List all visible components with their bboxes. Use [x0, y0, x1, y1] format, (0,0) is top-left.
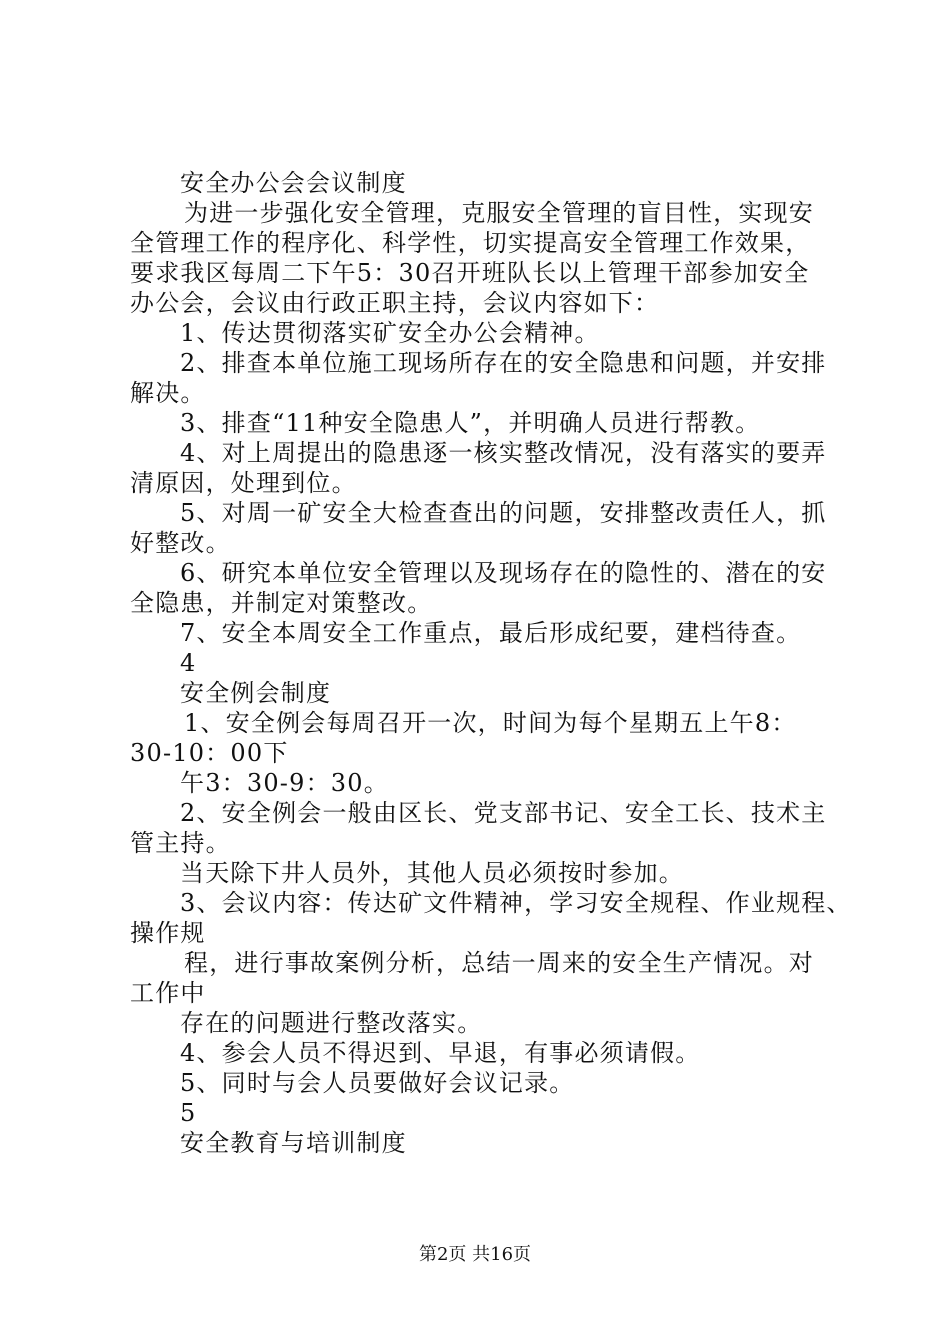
text-line: 午3：30-9：30。: [180, 769, 389, 797]
text-line: 3、会议内容：传达矿文件精神，学习安全规程、作业规程、: [180, 889, 852, 917]
text-line: 安全办公会会议制度: [180, 169, 407, 197]
text-line: 清原因，处理到位。: [130, 469, 357, 497]
text-line: 安全例会制度: [180, 679, 332, 707]
text-line: 办公会，会议由行政正职主持，会议内容如下：: [130, 289, 660, 317]
text-line: 2、排查本单位施工现场所存在的安全隐患和问题，并安排: [180, 349, 827, 377]
text-line: 存在的问题进行整改落实。: [180, 1009, 483, 1037]
text-line: 1、传达贯彻落实矿安全办公会精神。: [180, 319, 600, 347]
text-line: 程，进行事故案例分析，总结一周来的安全生产情况。对: [184, 949, 814, 977]
text-line: 好整改。: [130, 529, 231, 557]
text-line: 4、参会人员不得迟到、早退，有事必须请假。: [180, 1039, 701, 1067]
text-line: 管主持。: [130, 829, 231, 857]
text-line: 解决。: [130, 379, 206, 407]
text-line: 要求我区每周二下午5：30召开班队长以上管理干部参加安全: [130, 259, 810, 287]
text-line: 工作中: [130, 979, 206, 1007]
text-line: 全管理工作的程序化、科学性，切实提高安全管理工作效果，: [130, 229, 811, 257]
text-line: 6、研究本单位安全管理以及现场存在的隐性的、潜在的安: [180, 559, 827, 587]
page-footer: 第2页 共16页: [418, 1244, 532, 1265]
document-body: [130, 168, 852, 1158]
text-line: 2、安全例会一般由区长、党支部书记、安全工长、技术主: [180, 799, 827, 827]
text-line: 4: [180, 649, 197, 677]
text-line: 3、排查“11种安全隐患人”，并明确人员进行帮教。: [180, 409, 761, 437]
text-line: 30-10：00下: [130, 739, 289, 767]
text-line: 为进一步强化安全管理，克服安全管理的盲目性，实现安: [184, 199, 814, 227]
text-line: 1、安全例会每周召开一次，时间为每个星期五上午8：: [184, 709, 797, 737]
text-line: 4、对上周提出的隐患逐一核实整改情况，没有落实的要弄: [180, 439, 827, 467]
text-line: 安全教育与培训制度: [180, 1129, 407, 1157]
text-line: 全隐患，并制定对策整改。: [130, 589, 433, 617]
text-line: 7、安全本周安全工作重点，最后形成纪要，建档待查。: [180, 619, 802, 647]
text-line: 5、同时与会人员要做好会议记录。: [180, 1069, 575, 1097]
text-line: 当天除下井人员外，其他人员必须按时参加。: [180, 859, 684, 887]
text-line: 操作规: [130, 919, 206, 947]
text-line: 5、对周一矿安全大检查查出的问题，安排整改责任人，抓: [180, 499, 827, 527]
text-line: 5: [180, 1099, 197, 1127]
